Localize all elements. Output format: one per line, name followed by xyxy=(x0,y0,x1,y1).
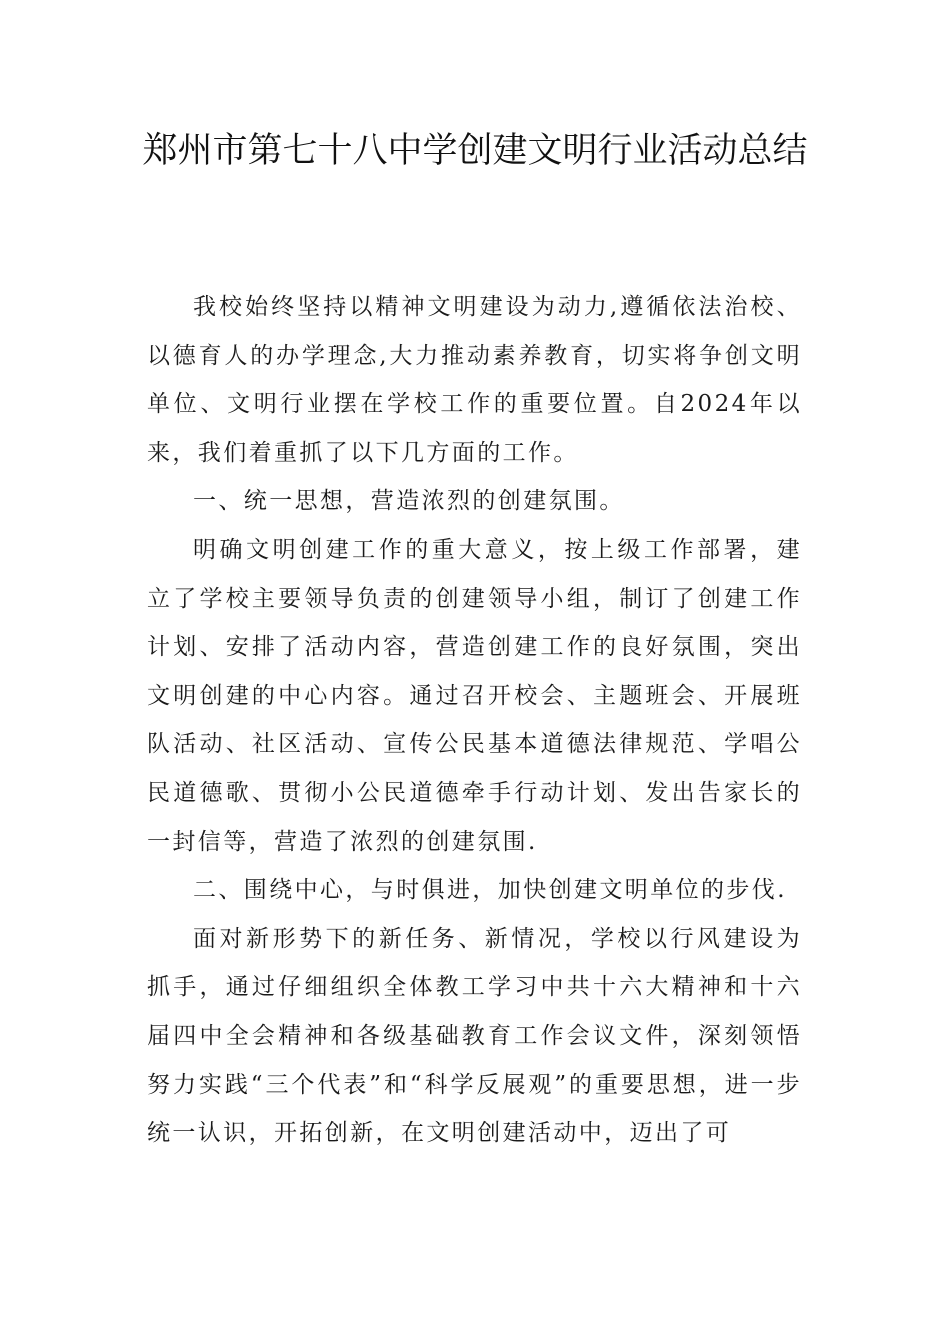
document-body xyxy=(147,283,802,1158)
section-heading-2: 二、围绕中心，与时俱进，加快创建文明单位的步伐. xyxy=(193,877,787,904)
document-title: 郑州市第七十八中学创建文明行业活动总结 xyxy=(142,131,808,171)
section-heading-1: 一、统一思想，营造浓烈的创建氛围。 xyxy=(193,488,625,515)
paragraph-intro: 我校始终坚持以精神文明建设为动力,遵循依法治校、以德育人的办学理念,大力推动素养教育，切实将争创文明单位、文明行业摆在学校工作的重要位置。自2024年以来，我们着重抓了以下几方面的工作。 xyxy=(147,294,802,466)
paragraph-section-2: 面对新形势下的新任务、新情况，学校以行风建设为抓手，通过仔细组织全体教工学习中共十六大精神和十六届四中全会精神和各级基础教育工作会议文件，深刻领悟努力实践“三个代表”和“科学反展观”的重要思想，进一步统一认识，开拓创新，在文明创建活动中，迈出了可 xyxy=(147,925,802,1147)
paragraph-section-1: 明确文明创建工作的重大意义，按上级工作部署，建立了学校主要领导负责的创建领导小组，制订了创建工作计划、安排了活动内容，营造创建工作的良好氛围，突出文明创建的中心内容。通过召开校会、主题班会、开展班队活动、社区活动、宣传公民基本道德法律规范、学唱公民道德歌、贯彻小公民道德牵手行动计划、发出告家长的一封信等，营造了浓烈的创建氛围. xyxy=(147,536,802,855)
